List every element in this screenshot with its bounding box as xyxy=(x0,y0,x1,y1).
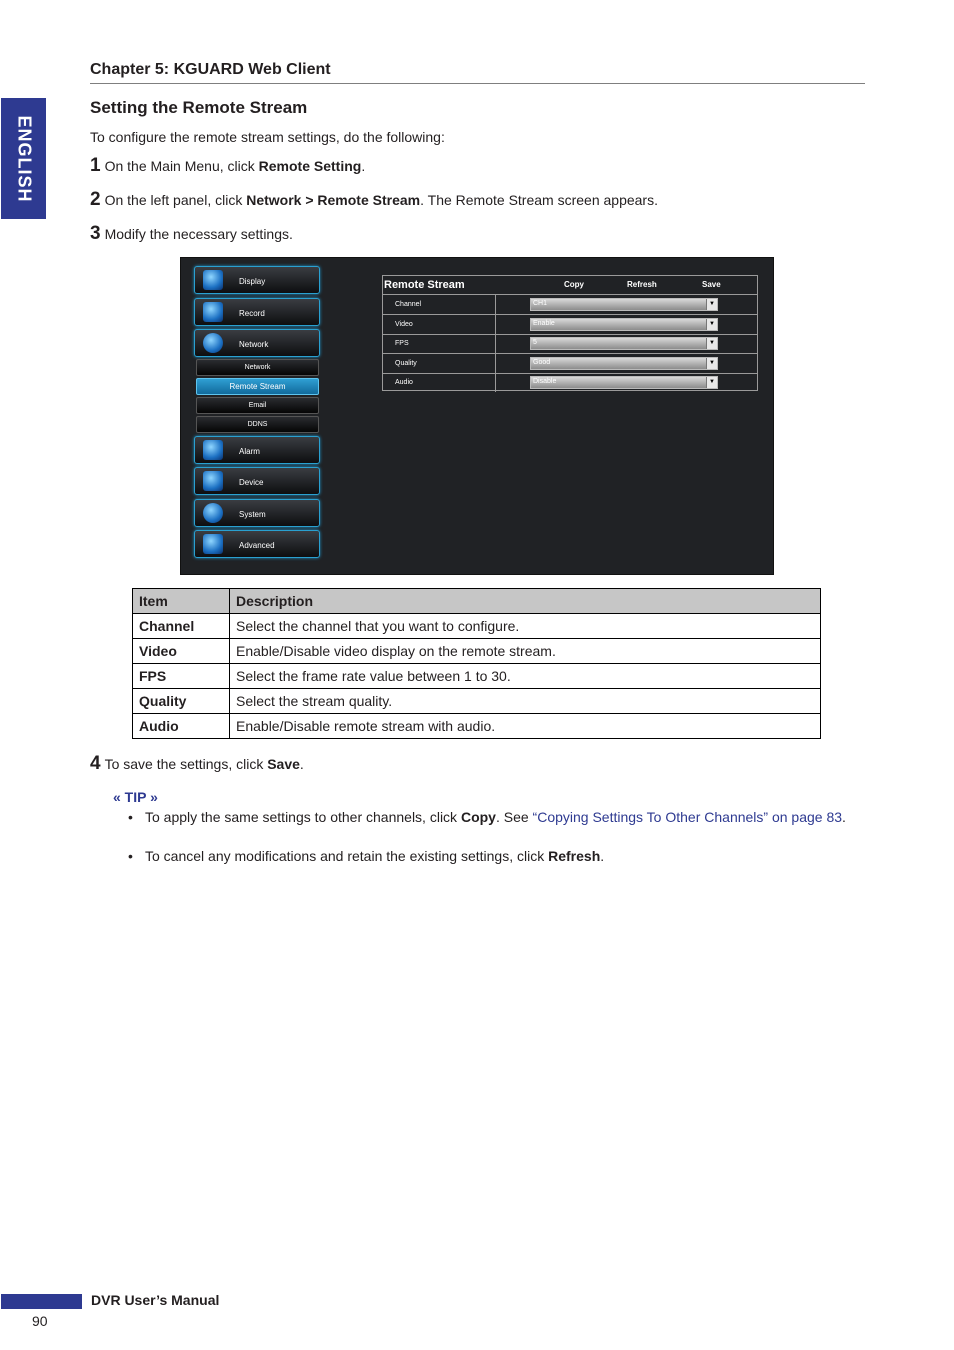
submenu-email[interactable]: Email xyxy=(196,397,319,414)
channel-select[interactable] xyxy=(530,298,718,311)
bullet-icon: • xyxy=(128,848,133,864)
fps-select[interactable] xyxy=(530,337,718,350)
settings-description-table xyxy=(132,588,821,739)
description-cell: Enable/Disable video display on the remote stream. xyxy=(230,639,821,664)
footer-color-bar xyxy=(1,1294,82,1309)
table-row xyxy=(133,664,821,689)
gear-icon xyxy=(203,503,223,523)
monitor-icon xyxy=(203,270,223,290)
menu-network-button[interactable] xyxy=(194,329,320,357)
setting-row-fps xyxy=(383,334,757,354)
bullet-text-part: To apply the same settings to other channels, click xyxy=(145,809,461,825)
dropdown-arrow-icon: ▼ xyxy=(706,319,717,330)
description-cell: Select the channel that you want to configure. xyxy=(230,614,821,639)
step-bold: Remote Setting xyxy=(258,158,362,174)
step-number: 4 xyxy=(90,753,101,774)
cross-reference-link[interactable]: “Copying Settings To Other Channels” on page 83 xyxy=(532,809,843,825)
step-text-end: . xyxy=(299,756,304,772)
bullet-text-part: . See xyxy=(495,809,533,825)
setting-label: Channel xyxy=(395,301,422,308)
setting-label: Video xyxy=(395,321,413,328)
submenu-network[interactable]: Network xyxy=(196,359,319,376)
item-cell: Channel xyxy=(133,614,230,639)
menu-label: Device xyxy=(239,478,264,487)
copy-button[interactable]: Copy xyxy=(564,280,584,289)
chapter-divider xyxy=(90,83,865,84)
tools-icon xyxy=(203,534,223,554)
bullet-bold: Refresh xyxy=(548,848,601,864)
setting-row-audio xyxy=(383,373,757,392)
table-row xyxy=(133,614,821,639)
footer-title: DVR User’s Manual xyxy=(91,1292,220,1308)
setting-label: Quality xyxy=(395,360,417,367)
step-bold: Network > Remote Stream xyxy=(246,192,421,208)
panel-header xyxy=(383,276,757,295)
column-divider xyxy=(495,295,496,314)
step-1 xyxy=(90,155,365,177)
dropdown-arrow-icon: ▼ xyxy=(706,358,717,369)
dropdown-arrow-icon: ▼ xyxy=(706,338,717,349)
column-divider xyxy=(495,334,496,353)
step-2 xyxy=(90,189,658,211)
device-icon xyxy=(203,471,223,491)
bullet-text-part: To cancel any modifications and retain the existing settings, click xyxy=(145,848,549,864)
column-divider xyxy=(495,315,496,334)
description-cell: Enable/Disable remote stream with audio. xyxy=(230,714,821,739)
step-number: 1 xyxy=(90,155,101,176)
submenu-ddns[interactable]: DDNS xyxy=(196,416,319,433)
select-value: Disable xyxy=(533,378,557,385)
setting-row-video xyxy=(383,315,757,335)
setting-label: FPS xyxy=(395,340,409,347)
step-text: On the Main Menu, click xyxy=(104,158,259,174)
header-description: Description xyxy=(230,589,821,614)
description-cell: Select the stream quality. xyxy=(230,689,821,714)
bullet-icon: • xyxy=(128,809,133,825)
bullet-text xyxy=(145,846,860,866)
menu-label: Alarm xyxy=(239,447,260,456)
record-icon xyxy=(203,302,223,322)
description-cell: Select the frame rate value between 1 to 30. xyxy=(230,664,821,689)
quality-select[interactable] xyxy=(530,357,718,370)
menu-label: Network xyxy=(239,340,269,349)
table-row xyxy=(133,689,821,714)
table-header-row xyxy=(133,589,821,614)
select-value: Good xyxy=(533,359,551,366)
step-bold: Save xyxy=(267,756,300,772)
refresh-button[interactable]: Refresh xyxy=(627,280,657,289)
select-value: 5 xyxy=(533,339,537,346)
item-cell: FPS xyxy=(133,664,230,689)
item-cell: Video xyxy=(133,639,230,664)
bullet-text-part: . xyxy=(600,848,605,864)
step-number: 2 xyxy=(90,189,101,210)
step-text: To save the settings, click xyxy=(104,756,268,772)
step-3 xyxy=(90,223,293,245)
menu-display-button[interactable] xyxy=(194,266,320,294)
step-text: Modify the necessary settings. xyxy=(104,226,293,242)
menu-label: Record xyxy=(239,309,265,318)
chapter-title: Chapter 5: KGUARD Web Client xyxy=(90,61,331,78)
menu-device-button[interactable] xyxy=(194,467,320,495)
menu-record-button[interactable] xyxy=(194,298,320,326)
video-select[interactable] xyxy=(530,318,718,331)
bullet-bold: Copy xyxy=(460,809,496,825)
step-number: 3 xyxy=(90,223,101,244)
page-number: 90 xyxy=(32,1313,48,1329)
menu-label: Advanced xyxy=(239,541,275,550)
panel-title: Remote Stream xyxy=(384,279,465,291)
item-cell: Audio xyxy=(133,714,230,739)
submenu-remote-stream[interactable]: Remote Stream xyxy=(196,378,319,395)
setting-row-channel xyxy=(383,295,757,315)
bullet-text xyxy=(145,807,860,827)
setting-row-quality xyxy=(383,354,757,374)
table-row xyxy=(133,639,821,664)
step-text: On the left panel, click xyxy=(104,192,247,208)
menu-advanced-button[interactable] xyxy=(194,530,320,558)
step-text-end: . The Remote Stream screen appears. xyxy=(420,192,658,208)
globe-icon xyxy=(203,333,223,353)
item-cell: Quality xyxy=(133,689,230,714)
dropdown-arrow-icon: ▼ xyxy=(706,299,717,310)
tip-label: « TIP » xyxy=(113,789,158,805)
column-divider xyxy=(495,373,496,392)
alarm-icon xyxy=(203,440,223,460)
menu-system-button[interactable] xyxy=(194,499,320,527)
step-4 xyxy=(90,753,304,775)
setting-label: Audio xyxy=(395,379,413,386)
dvr-screenshot xyxy=(180,257,774,575)
remote-stream-panel xyxy=(382,275,758,391)
header-item: Item xyxy=(133,589,230,614)
menu-label: Display xyxy=(239,277,266,286)
select-value: Enable xyxy=(533,320,555,327)
menu-label: System xyxy=(239,510,266,519)
bullet-text-part: . xyxy=(842,809,846,825)
menu-alarm-button[interactable] xyxy=(194,436,320,464)
column-divider xyxy=(495,354,496,373)
save-button[interactable]: Save xyxy=(702,280,721,289)
dropdown-arrow-icon: ▼ xyxy=(706,377,717,388)
intro-text: To configure the remote stream settings, do the following: xyxy=(90,129,445,145)
table-row xyxy=(133,714,821,739)
select-value: CH1 xyxy=(533,300,548,307)
audio-select[interactable] xyxy=(530,376,718,389)
step-text-end: . xyxy=(361,158,366,174)
section-title: Setting the Remote Stream xyxy=(90,98,308,117)
language-label: ENGLISH xyxy=(14,114,34,203)
language-tab xyxy=(1,98,46,219)
